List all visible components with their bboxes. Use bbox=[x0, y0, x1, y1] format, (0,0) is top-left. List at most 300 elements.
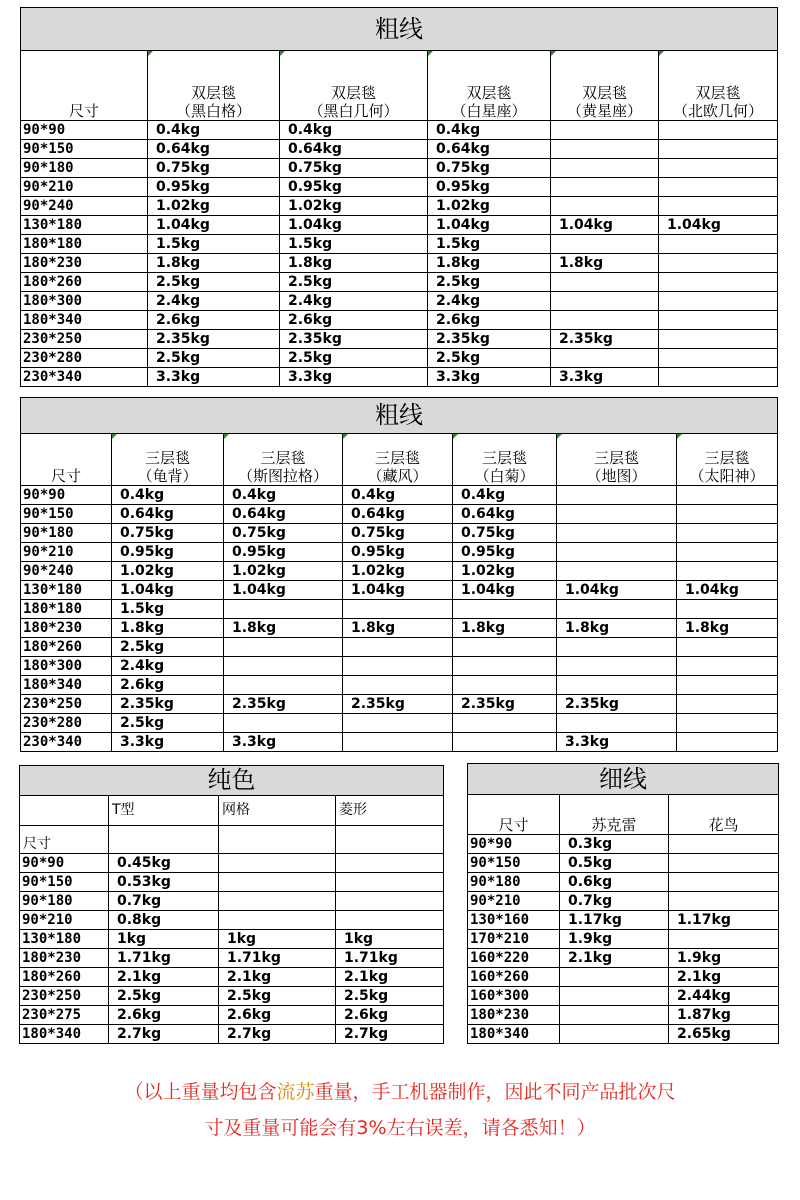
weight-cell: 0.75kg bbox=[343, 524, 453, 543]
table-row bbox=[468, 854, 779, 873]
size-cell: 230*340 bbox=[21, 368, 148, 387]
weight-cell: 3.3kg bbox=[148, 368, 280, 387]
size-cell: 90*180 bbox=[468, 873, 560, 892]
size-cell: 90*90 bbox=[21, 121, 148, 140]
size-cell: 230*275 bbox=[20, 1006, 109, 1025]
weight-cell: 2.4kg bbox=[112, 657, 224, 676]
weight-cell: 0.95kg bbox=[280, 178, 428, 197]
weight-cell: 2.5kg bbox=[148, 349, 280, 368]
weight-cell: 1.04kg bbox=[453, 581, 557, 600]
size-cell: 90*180 bbox=[21, 159, 148, 178]
weight-cell: 2.5kg bbox=[219, 987, 336, 1006]
weight-cell bbox=[659, 311, 778, 330]
weight-cell: 0.4kg bbox=[343, 486, 453, 505]
table-row bbox=[21, 121, 778, 140]
column-header: 网格 bbox=[219, 796, 336, 826]
table-row bbox=[468, 968, 779, 987]
weight-cell bbox=[343, 733, 453, 752]
weight-cell: 0.4kg bbox=[224, 486, 343, 505]
size-cell: 180*340 bbox=[468, 1025, 560, 1044]
table-row bbox=[20, 930, 444, 949]
column-header: 菱形 bbox=[336, 796, 444, 826]
weight-cell bbox=[551, 159, 659, 178]
column-header: 三层毯 （龟背） bbox=[112, 434, 224, 486]
size-cell: 90*150 bbox=[468, 854, 560, 873]
weight-cell: 1.5kg bbox=[428, 235, 551, 254]
weight-cell bbox=[453, 657, 557, 676]
table-row bbox=[21, 638, 778, 657]
weight-cell bbox=[677, 486, 778, 505]
size-label-row bbox=[20, 826, 444, 854]
table-row bbox=[21, 349, 778, 368]
weight-cell bbox=[551, 121, 659, 140]
weight-cell bbox=[557, 562, 677, 581]
weight-cell: 0.7kg bbox=[560, 892, 669, 911]
table-row bbox=[21, 524, 778, 543]
size-cell: 180*260 bbox=[21, 638, 112, 657]
weight-cell: 1.71kg bbox=[219, 949, 336, 968]
weight-cell: 1.9kg bbox=[669, 949, 779, 968]
weight-cell: 2.7kg bbox=[109, 1025, 219, 1044]
size-cell: 180*180 bbox=[21, 600, 112, 619]
note-text: （以上重量均包含 bbox=[124, 1081, 277, 1103]
weight-cell bbox=[557, 486, 677, 505]
column-header: 双层毯 （白星座） bbox=[428, 51, 551, 121]
weight-cell: 0.8kg bbox=[109, 911, 219, 930]
table-row bbox=[468, 892, 779, 911]
weight-cell bbox=[659, 254, 778, 273]
table-row bbox=[21, 486, 778, 505]
weight-cell: 0.64kg bbox=[343, 505, 453, 524]
weight-cell: 3.3kg bbox=[551, 368, 659, 387]
column-header: 三层毯 （太阳神） bbox=[677, 434, 778, 486]
weight-cell: 1.8kg bbox=[557, 619, 677, 638]
table-triple-layer bbox=[20, 397, 778, 752]
blank-cell bbox=[219, 826, 336, 854]
weight-cell bbox=[453, 676, 557, 695]
weight-cell: 2.5kg bbox=[280, 273, 428, 292]
table-row bbox=[21, 330, 778, 349]
table-body bbox=[20, 854, 444, 1044]
weight-cell bbox=[224, 676, 343, 695]
table-row bbox=[21, 714, 778, 733]
size-header: 尺寸 bbox=[21, 434, 112, 486]
weight-cell: 2.35kg bbox=[453, 695, 557, 714]
weight-cell: 1.02kg bbox=[343, 562, 453, 581]
note-text: 重量，手工机器制作，因此不同产品批次尺 bbox=[314, 1081, 676, 1103]
weight-cell: 0.4kg bbox=[112, 486, 224, 505]
weight-cell: 0.4kg bbox=[280, 121, 428, 140]
column-header: 双层毯 （北欧几何） bbox=[659, 51, 778, 121]
weight-cell bbox=[677, 638, 778, 657]
table-double-layer bbox=[20, 7, 778, 387]
weight-cell: 2.1kg bbox=[560, 949, 669, 968]
weight-cell: 2.4kg bbox=[428, 292, 551, 311]
weight-cell: 1kg bbox=[336, 930, 444, 949]
weight-cell: 2.6kg bbox=[336, 1006, 444, 1025]
size-cell: 180*260 bbox=[20, 968, 109, 987]
blank-header bbox=[20, 796, 109, 826]
size-cell: 90*240 bbox=[21, 562, 112, 581]
weight-cell: 1.87kg bbox=[669, 1006, 779, 1025]
table-row bbox=[20, 892, 444, 911]
weight-cell: 0.3kg bbox=[560, 835, 669, 854]
weight-cell: 2.35kg bbox=[280, 330, 428, 349]
weight-cell: 0.64kg bbox=[148, 140, 280, 159]
weight-cell bbox=[677, 524, 778, 543]
weight-cell bbox=[560, 987, 669, 1006]
column-header: 双层毯 （黄星座） bbox=[551, 51, 659, 121]
weight-cell bbox=[677, 733, 778, 752]
column-header: 双层毯 （黑白格） bbox=[148, 51, 280, 121]
weight-cell bbox=[343, 638, 453, 657]
weight-cell bbox=[551, 235, 659, 254]
weight-cell: 2.5kg bbox=[428, 273, 551, 292]
weight-cell: 1.8kg bbox=[224, 619, 343, 638]
weight-cell bbox=[453, 714, 557, 733]
weight-cell: 3.3kg bbox=[557, 733, 677, 752]
weight-cell: 1.8kg bbox=[343, 619, 453, 638]
weight-cell bbox=[557, 505, 677, 524]
size-cell: 130*180 bbox=[21, 216, 148, 235]
weight-cell: 1.04kg bbox=[428, 216, 551, 235]
weight-cell: 2.6kg bbox=[428, 311, 551, 330]
weight-cell: 0.64kg bbox=[280, 140, 428, 159]
weight-cell: 1.9kg bbox=[560, 930, 669, 949]
size-cell: 90*240 bbox=[21, 197, 148, 216]
size-cell: 230*280 bbox=[21, 349, 148, 368]
weight-cell bbox=[551, 311, 659, 330]
weight-cell bbox=[669, 854, 779, 873]
table-row bbox=[21, 695, 778, 714]
table-row bbox=[20, 949, 444, 968]
weight-cell: 1.02kg bbox=[453, 562, 557, 581]
weight-cell: 1.71kg bbox=[109, 949, 219, 968]
weight-cell bbox=[343, 714, 453, 733]
table-row bbox=[468, 1025, 779, 1044]
weight-cell bbox=[219, 873, 336, 892]
size-cell: 230*340 bbox=[21, 733, 112, 752]
table-row bbox=[21, 197, 778, 216]
weight-cell bbox=[659, 159, 778, 178]
weight-cell: 1.5kg bbox=[148, 235, 280, 254]
weight-cell bbox=[551, 178, 659, 197]
weight-cell bbox=[557, 714, 677, 733]
table-row bbox=[21, 292, 778, 311]
weight-cell: 2.35kg bbox=[557, 695, 677, 714]
weight-cell: 0.75kg bbox=[224, 524, 343, 543]
table-row bbox=[20, 968, 444, 987]
table-row bbox=[21, 600, 778, 619]
weight-cell bbox=[677, 600, 778, 619]
weight-cell: 0.4kg bbox=[453, 486, 557, 505]
table-row bbox=[21, 159, 778, 178]
size-cell: 90*180 bbox=[20, 892, 109, 911]
weight-cell: 1.02kg bbox=[428, 197, 551, 216]
table-row bbox=[20, 911, 444, 930]
weight-cell bbox=[659, 273, 778, 292]
weight-cell: 2.44kg bbox=[669, 987, 779, 1006]
table-row bbox=[21, 216, 778, 235]
size-cell: 180*340 bbox=[21, 311, 148, 330]
weight-cell: 1.04kg bbox=[677, 581, 778, 600]
table-row bbox=[21, 178, 778, 197]
table-solid-color bbox=[19, 765, 444, 1044]
column-header: 三层毯 （地图） bbox=[557, 434, 677, 486]
header-row bbox=[21, 51, 778, 121]
note-line-2: 寸及重量可能会有3%左右误差，请各悉知！） bbox=[204, 1117, 596, 1139]
size-header: 尺寸 bbox=[468, 795, 560, 835]
blank-cell bbox=[109, 826, 219, 854]
weight-cell bbox=[677, 676, 778, 695]
weight-cell: 0.64kg bbox=[428, 140, 551, 159]
weight-cell: 0.5kg bbox=[560, 854, 669, 873]
table-row bbox=[468, 930, 779, 949]
note-line-1 bbox=[40, 1075, 760, 1109]
weight-cell: 0.95kg bbox=[428, 178, 551, 197]
table-body bbox=[21, 121, 778, 387]
size-cell: 90*90 bbox=[20, 854, 109, 873]
weight-cell: 0.64kg bbox=[453, 505, 557, 524]
weight-cell: 1.04kg bbox=[224, 581, 343, 600]
weight-cell bbox=[551, 140, 659, 159]
weight-cell: 2.35kg bbox=[148, 330, 280, 349]
weight-cell bbox=[224, 657, 343, 676]
size-cell: 180*230 bbox=[21, 619, 112, 638]
size-cell: 180*340 bbox=[20, 1025, 109, 1044]
weight-cell bbox=[659, 178, 778, 197]
weight-cell: 1.02kg bbox=[148, 197, 280, 216]
weight-cell bbox=[224, 714, 343, 733]
size-cell: 90*180 bbox=[21, 524, 112, 543]
weight-cell: 0.7kg bbox=[109, 892, 219, 911]
weight-cell: 0.6kg bbox=[560, 873, 669, 892]
size-cell: 180*300 bbox=[21, 657, 112, 676]
weight-cell bbox=[453, 600, 557, 619]
table-body bbox=[468, 835, 779, 1044]
weight-cell: 1.8kg bbox=[551, 254, 659, 273]
weight-cell: 0.95kg bbox=[453, 543, 557, 562]
size-cell: 180*230 bbox=[21, 254, 148, 273]
table-row bbox=[21, 562, 778, 581]
weight-cell bbox=[453, 638, 557, 657]
weight-cell: 0.95kg bbox=[224, 543, 343, 562]
size-cell: 230*250 bbox=[21, 695, 112, 714]
table-row bbox=[468, 1006, 779, 1025]
weight-cell: 2.5kg bbox=[148, 273, 280, 292]
weight-cell: 0.95kg bbox=[148, 178, 280, 197]
weight-cell: 3.3kg bbox=[280, 368, 428, 387]
column-header: 苏克雷 bbox=[560, 795, 669, 835]
table-row bbox=[21, 733, 778, 752]
weight-cell: 1kg bbox=[109, 930, 219, 949]
weight-cell: 2.5kg bbox=[109, 987, 219, 1006]
weight-cell bbox=[560, 1006, 669, 1025]
size-cell: 90*210 bbox=[20, 911, 109, 930]
weight-cell: 3.3kg bbox=[112, 733, 224, 752]
weight-cell: 1.17kg bbox=[560, 911, 669, 930]
weight-cell bbox=[659, 121, 778, 140]
weight-cell: 2.7kg bbox=[219, 1025, 336, 1044]
weight-cell bbox=[659, 330, 778, 349]
weight-cell: 2.1kg bbox=[109, 968, 219, 987]
column-header: 花鸟 bbox=[669, 795, 779, 835]
table-row bbox=[468, 949, 779, 968]
weight-cell: 0.45kg bbox=[109, 854, 219, 873]
weight-cell: 2.6kg bbox=[280, 311, 428, 330]
weight-cell: 0.95kg bbox=[112, 543, 224, 562]
weight-cell bbox=[560, 968, 669, 987]
weight-cell: 3.3kg bbox=[224, 733, 343, 752]
size-cell: 180*300 bbox=[21, 292, 148, 311]
weight-cell: 2.35kg bbox=[551, 330, 659, 349]
header-row bbox=[468, 795, 779, 835]
weight-cell bbox=[677, 543, 778, 562]
weight-cell: 1.8kg bbox=[112, 619, 224, 638]
weight-cell: 0.64kg bbox=[224, 505, 343, 524]
weight-cell bbox=[343, 657, 453, 676]
weight-cell: 1.02kg bbox=[112, 562, 224, 581]
weight-cell bbox=[343, 676, 453, 695]
table-row bbox=[21, 619, 778, 638]
weight-cell bbox=[551, 273, 659, 292]
weight-cell: 1.8kg bbox=[148, 254, 280, 273]
weight-cell bbox=[677, 562, 778, 581]
size-cell: 90*210 bbox=[21, 178, 148, 197]
weight-cell bbox=[560, 1025, 669, 1044]
weight-cell bbox=[336, 892, 444, 911]
size-cell: 90*150 bbox=[21, 505, 112, 524]
table-row bbox=[21, 543, 778, 562]
size-cell: 130*180 bbox=[21, 581, 112, 600]
table-row bbox=[21, 235, 778, 254]
weight-cell: 0.75kg bbox=[453, 524, 557, 543]
weight-cell bbox=[219, 892, 336, 911]
weight-cell bbox=[659, 349, 778, 368]
weight-cell bbox=[669, 873, 779, 892]
table-row bbox=[468, 835, 779, 854]
weight-cell: 0.75kg bbox=[428, 159, 551, 178]
size-cell: 90*150 bbox=[20, 873, 109, 892]
table-row bbox=[21, 368, 778, 387]
weight-cell bbox=[453, 733, 557, 752]
table-row bbox=[20, 987, 444, 1006]
weight-cell: 2.6kg bbox=[112, 676, 224, 695]
table-row bbox=[21, 273, 778, 292]
weight-cell: 1.04kg bbox=[280, 216, 428, 235]
size-cell: 180*340 bbox=[21, 676, 112, 695]
table-row bbox=[20, 854, 444, 873]
weight-cell: 1.02kg bbox=[280, 197, 428, 216]
weight-cell bbox=[557, 638, 677, 657]
weight-cell bbox=[659, 197, 778, 216]
weight-cell: 1.04kg bbox=[557, 581, 677, 600]
weight-cell bbox=[219, 911, 336, 930]
weight-cell bbox=[551, 349, 659, 368]
weight-cell bbox=[669, 892, 779, 911]
weight-cell bbox=[659, 368, 778, 387]
weight-cell bbox=[551, 292, 659, 311]
table-row bbox=[468, 911, 779, 930]
weight-cell bbox=[677, 714, 778, 733]
table-body bbox=[21, 486, 778, 752]
size-cell: 160*300 bbox=[468, 987, 560, 1006]
weight-cell bbox=[557, 657, 677, 676]
weight-cell: 2.1kg bbox=[669, 968, 779, 987]
weight-cell: 1.04kg bbox=[112, 581, 224, 600]
size-cell: 130*180 bbox=[20, 930, 109, 949]
weight-cell: 0.75kg bbox=[148, 159, 280, 178]
weight-cell bbox=[219, 854, 336, 873]
table-title: 纯色 bbox=[20, 766, 444, 796]
table-row bbox=[21, 505, 778, 524]
weight-cell: 1.04kg bbox=[551, 216, 659, 235]
weight-cell bbox=[557, 524, 677, 543]
size-cell: 90*150 bbox=[21, 140, 148, 159]
weight-cell: 1.17kg bbox=[669, 911, 779, 930]
column-header: 三层毯 （斯图拉格） bbox=[224, 434, 343, 486]
weight-cell: 1.8kg bbox=[428, 254, 551, 273]
weight-cell bbox=[659, 292, 778, 311]
weight-cell bbox=[669, 930, 779, 949]
weight-cell bbox=[677, 695, 778, 714]
size-cell: 170*210 bbox=[468, 930, 560, 949]
size-cell: 90*90 bbox=[468, 835, 560, 854]
weight-cell: 1.02kg bbox=[224, 562, 343, 581]
weight-cell: 2.5kg bbox=[428, 349, 551, 368]
note-highlight: 流苏 bbox=[276, 1081, 315, 1103]
column-header: 三层毯 （白菊） bbox=[453, 434, 557, 486]
weight-cell: 2.35kg bbox=[343, 695, 453, 714]
weight-cell bbox=[669, 835, 779, 854]
table-row bbox=[468, 987, 779, 1006]
weight-cell: 1.04kg bbox=[148, 216, 280, 235]
weight-cell: 2.6kg bbox=[148, 311, 280, 330]
weight-cell: 2.35kg bbox=[428, 330, 551, 349]
table-row bbox=[21, 657, 778, 676]
table-row bbox=[21, 311, 778, 330]
weight-cell: 1.8kg bbox=[677, 619, 778, 638]
weight-cell bbox=[551, 197, 659, 216]
size-header: 尺寸 bbox=[21, 51, 148, 121]
weight-cell: 0.75kg bbox=[112, 524, 224, 543]
weight-cell: 2.65kg bbox=[669, 1025, 779, 1044]
weight-cell bbox=[557, 543, 677, 562]
size-cell: 180*180 bbox=[21, 235, 148, 254]
size-header: 尺寸 bbox=[20, 826, 109, 854]
weight-cell bbox=[336, 873, 444, 892]
table-title: 粗线 bbox=[21, 8, 778, 51]
weight-cell: 0.64kg bbox=[112, 505, 224, 524]
weight-cell: 2.6kg bbox=[219, 1006, 336, 1025]
weight-cell: 2.35kg bbox=[112, 695, 224, 714]
table-title: 细线 bbox=[468, 764, 779, 795]
size-cell: 180*260 bbox=[21, 273, 148, 292]
weight-cell: 2.7kg bbox=[336, 1025, 444, 1044]
weight-cell: 1kg bbox=[219, 930, 336, 949]
size-cell: 90*210 bbox=[21, 543, 112, 562]
weight-cell: 2.5kg bbox=[280, 349, 428, 368]
weight-cell: 0.4kg bbox=[148, 121, 280, 140]
weight-cell bbox=[677, 505, 778, 524]
table-row bbox=[21, 581, 778, 600]
weight-cell: 2.5kg bbox=[112, 714, 224, 733]
weight-cell: 1.8kg bbox=[280, 254, 428, 273]
table-row bbox=[21, 254, 778, 273]
header-row bbox=[21, 434, 778, 486]
column-header: 双层毯 （黑白几何） bbox=[280, 51, 428, 121]
weight-cell bbox=[557, 676, 677, 695]
